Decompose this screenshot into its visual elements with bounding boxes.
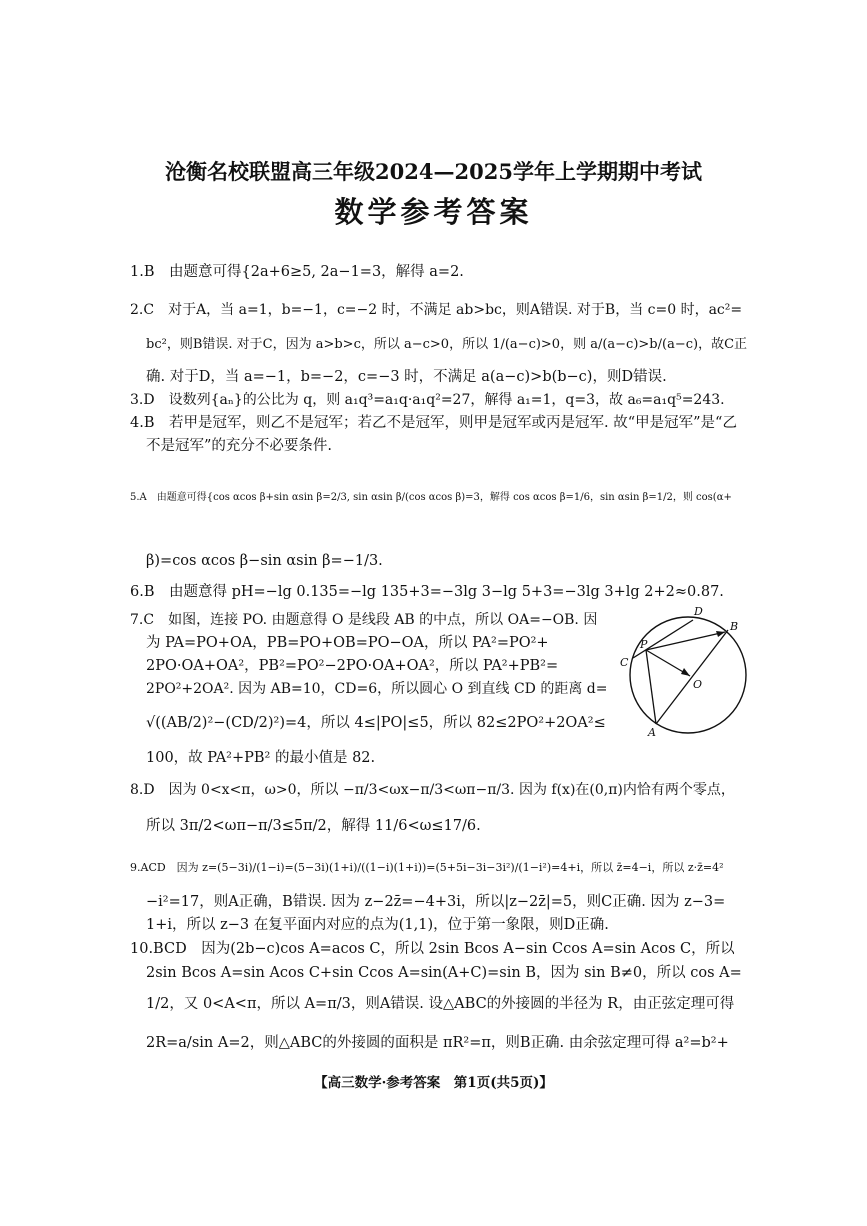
answer-line: 2PO²+2OA². 因为 AB=10，CD=6，所以圆心 O 到直线 CD 的距离 d= <box>146 681 608 697</box>
segment-pb <box>646 632 725 650</box>
answer-line: −i²=17，则A正确，B错误. 因为 z−2z̄=−4+3i，所以|z−2z̄|=5，则C正确. 因为 z−3= <box>146 894 726 910</box>
answer-line: 5.A 由题意可得{cos αcos β+sin αsin β=2/3, sin αsin β/(cos αcos β)=3，解得 cos αcos β=1/6，sin αsin β=1/2，则 cos(α+ <box>130 492 732 503</box>
answer-line: 2PO·OA+OA²，PB²=PO²−2PO·OA+OA²，所以 PA²+PB²= <box>146 658 559 674</box>
answer-line: 6.B 由题意得 pH=−lg 0.135=−lg 135+3=−3lg 3−lg 5+3=−3lg 3+lg 2+2≈0.87. <box>130 584 724 600</box>
label-p: P <box>640 638 648 651</box>
answer-line: 不是冠军”的充分不必要条件. <box>146 438 333 454</box>
answer-line: 3.D 设数列{aₙ}的公比为 q，则 a₁q³=a₁q·a₁q²=27，解得 a₁=1，q=3，故 a₆=a₁q⁵=243. <box>130 392 725 408</box>
answer-line: 7.C 如图，连接 PO. 由题意得 O 是线段 AB 的中点，所以 OA=−OB. 因 <box>130 612 598 628</box>
answer-line: 9.ACD 因为 z=(5−3i)/(1−i)=(5−3i)(1+i)/((1−i)(1+i))=(5+5i−3i−3i²)/(1−i²)=4+i，所以 z̄=4−i，所以 z·z̄=4² <box>130 861 724 874</box>
circle-diagram <box>610 600 760 740</box>
answer-line: bc²，则B错误. 对于C，因为 a>b>c，所以 a−c>0，所以 1/(a−c)>0，则 a/(a−c)>b/(a−c)，故C正 <box>146 337 748 352</box>
answer-line: √((AB/2)²−(CD/2)²)=4，所以 4≤|PO|≤5，所以 82≤2PO²+2OA²≤ <box>146 715 606 731</box>
exam-title: 沧衡名校联盟高三年级2024—2025学年上学期期中考试 <box>165 159 702 184</box>
page-footer: 【高三数学·参考答案 第1页(共5页)】 <box>314 1075 553 1091</box>
diameter-ab <box>656 630 728 724</box>
label-a: A <box>648 726 656 739</box>
answer-line: 1.B 由题意可得{2a+6≥5, 2a−1=3，解得 a=2. <box>130 264 464 280</box>
label-o: O <box>693 678 703 691</box>
answer-line: 4.B 若甲是冠军，则乙不是冠军；若乙不是冠军，则甲是冠军或丙是冠军. 故“甲是冠军”是“乙 <box>130 415 737 431</box>
answer-line: 1+i，所以 z−3 在复平面内对应的点为(1,1)，位于第一象限，则D正确. <box>146 917 609 933</box>
answer-line: 2.C 对于A，当 a=1，b=−1，c=−2 时，不满足 ab>bc，则A错误. 对于B，当 c=0 时，ac²= <box>130 302 743 318</box>
label-c: C <box>620 656 629 669</box>
answer-line: 100，故 PA²+PB² 的最小值是 82. <box>146 750 376 766</box>
answer-line: 2sin Bcos A=sin Acos C+sin Ccos A=sin(A+C)=sin B，因为 sin B≠0，所以 cos A= <box>146 965 742 981</box>
answer-line: β)=cos αcos β−sin αsin β=−1/3. <box>146 553 383 569</box>
answer-line: 2R=a/sin A=2，则△ABC的外接圆的面积是 πR²=π，则B正确. 由余弦定理可得 a²=b²+ <box>146 1035 729 1051</box>
label-b: B <box>730 620 739 633</box>
label-d: D <box>694 605 703 618</box>
answer-line: 所以 3π/2<ωπ−π/3≤5π/2，解得 11/6<ω≤17/6. <box>146 818 481 834</box>
answer-line: 确. 对于D，当 a=−1，b=−2，c=−3 时，不满足 a(a−c)>b(b−c)，则D错误. <box>146 369 667 385</box>
segment-pa <box>646 650 656 724</box>
answer-key-title: 数学参考答案 <box>334 195 533 229</box>
answer-line: 1/2，又 0<A<π，所以 A=π/3，则A错误. 设△ABC的外接圆的半径为 R，由正弦定理可得 <box>146 996 735 1012</box>
answer-line: 8.D 因为 0<x<π，ω>0，所以 −π/3<ωx−π/3<ωπ−π/3. 因为 f(x)在(0,π)内恰有两个零点， <box>130 782 735 798</box>
answer-line: 10.BCD 因为(2b−c)cos A=acos C，所以 2sin Bcos A−sin Ccos A=sin Acos C，所以 <box>130 941 735 957</box>
arrow-po <box>681 668 690 676</box>
answer-line: 为 PA=PO+OA，PB=PO+OB=PO−OA，所以 PA²=PO²+ <box>146 635 549 651</box>
